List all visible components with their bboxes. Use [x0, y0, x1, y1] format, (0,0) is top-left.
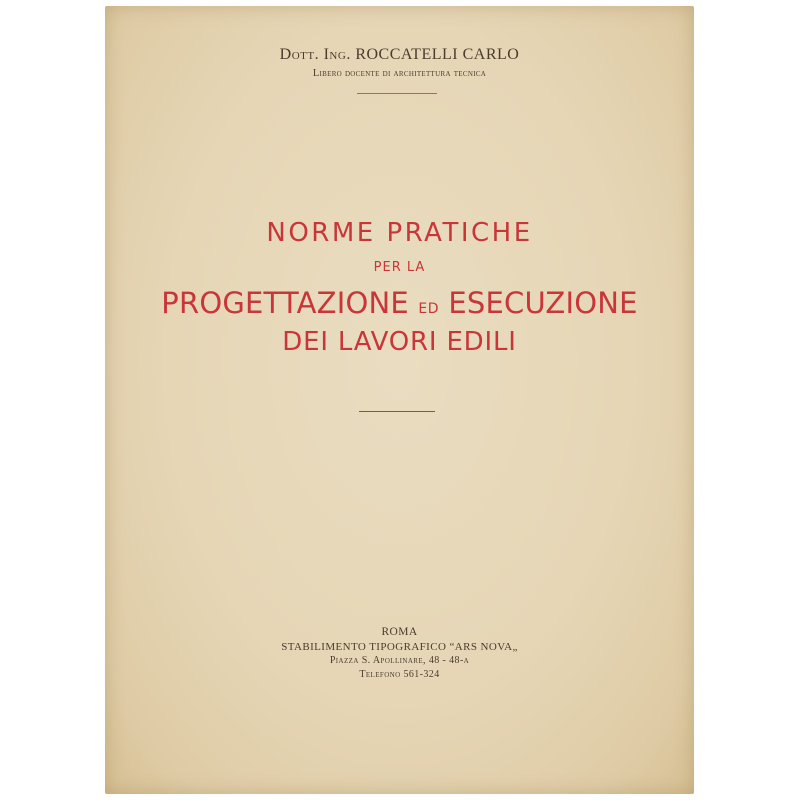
title-line-4: DEI LAVORI EDILI — [282, 327, 517, 357]
book-cover — [105, 6, 694, 794]
imprint-city: ROMA — [381, 626, 418, 638]
title-line-3 — [105, 286, 694, 320]
title-word-progettazione: PROGETTAZIONE — [161, 286, 409, 320]
title-line-2: PER LA — [373, 260, 426, 275]
imprint-phone: Telefono 561-324 — [359, 669, 440, 680]
title-line-1: NORME PRATICHE — [266, 218, 533, 248]
author-role: Libero docente di architettura tecnica — [312, 68, 487, 79]
middle-divider — [359, 411, 435, 412]
title-word-ed: ED — [418, 301, 439, 317]
imprint-printer: STABILIMENTO TIPOGRAFICO “ARS NOVA„ — [281, 641, 518, 653]
title-word-esecuzione: ESECUZIONE — [448, 286, 638, 320]
imprint-address: Piazza S. Apollinare, 48 - 48-a — [329, 655, 470, 666]
author-name: Dott. Ing. ROCCATELLI CARLO — [279, 46, 520, 63]
top-divider — [357, 93, 437, 94]
